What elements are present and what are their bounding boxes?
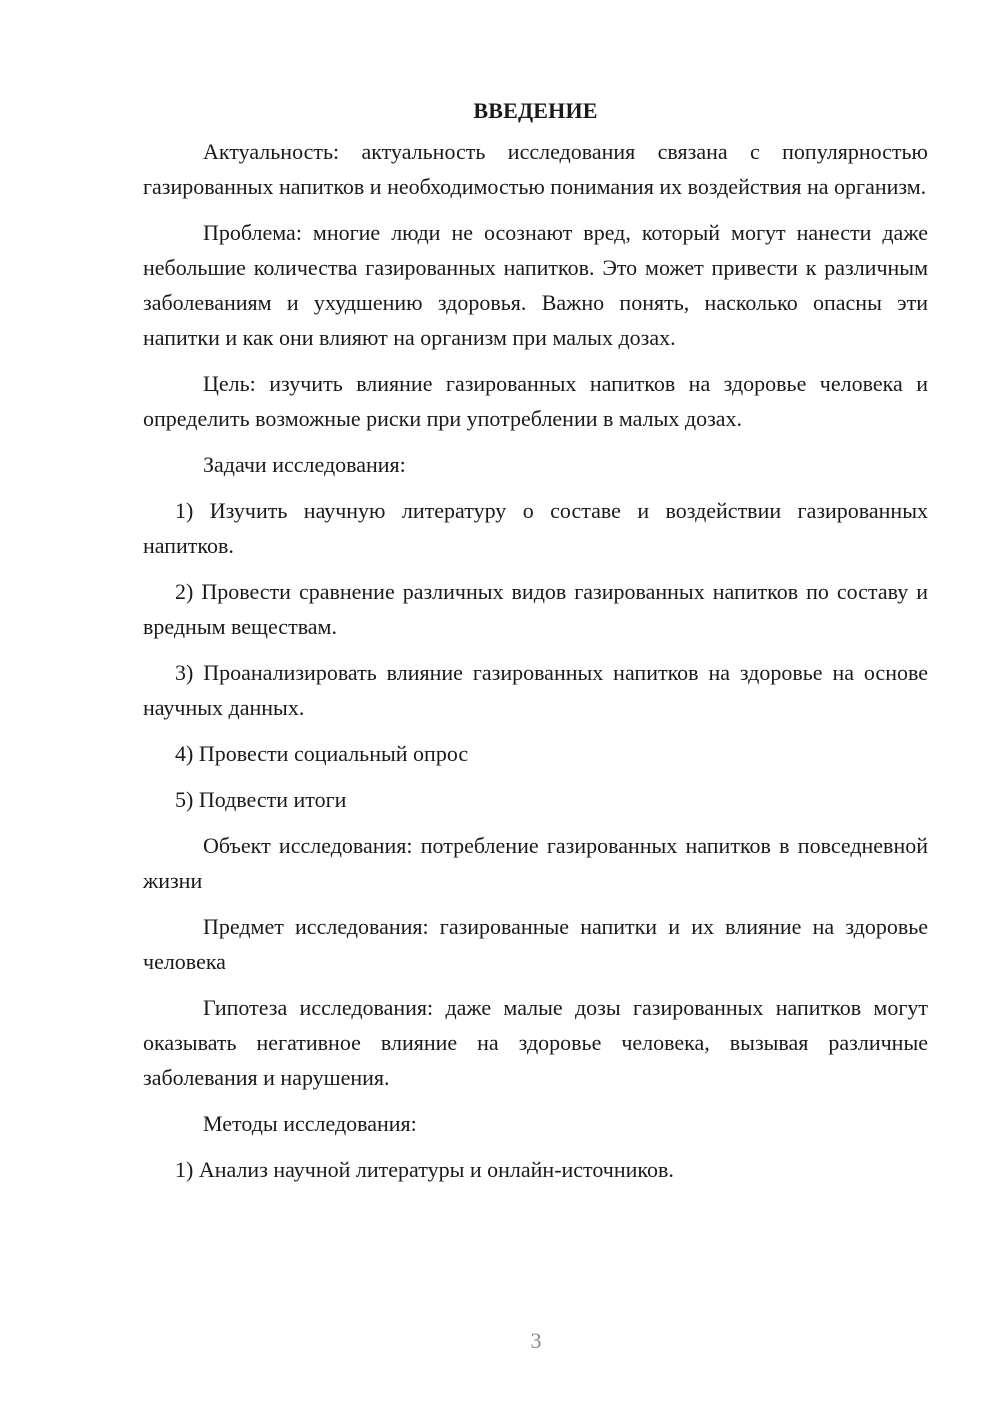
paragraph-object: Объект исследования: потребление газированных напитков в повседневной жизни [143, 833, 928, 893]
task-item-2: 2) Провести сравнение различных видов газированных напитков по составу и вредным веществам. [143, 579, 928, 639]
page-number: 3 [530, 1328, 542, 1353]
task-item-4: 4) Провести социальный опрос [175, 741, 469, 766]
paragraph-problem: Проблема: многие люди не осознают вред, который могут нанести даже небольшие количества газированных напитков. Это может привести к различным заболеваниям и ухудшению здоровья. Важно понять, насколько опасны эти напитки и как они влияют на организм при малых дозах. [143, 220, 928, 350]
task-item-5: 5) Подвести итоги [175, 787, 347, 812]
paragraph-subject: Предмет исследования: газированные напитки и их влияние на здоровье человека [143, 914, 928, 974]
method-item-1: 1) Анализ научной литературы и онлайн-источников. [175, 1157, 674, 1182]
tasks-heading: Задачи исследования: [203, 452, 406, 477]
paragraph-hypothesis: Гипотеза исследования: даже малые дозы газированных напитков могут оказывать негативное влияние на здоровье человека, вызывая различные заболевания и нарушения. [143, 995, 928, 1090]
document-page [143, 96, 928, 1198]
task-item-1: 1) Изучить научную литературу о составе и воздействии газированных напитков. [143, 498, 928, 558]
task-item-3: 3) Проанализировать влияние газированных напитков на здоровье на основе научных данных. [143, 660, 928, 720]
document-title: ВВЕДЕНИЕ [473, 98, 598, 123]
methods-heading: Методы исследования: [203, 1111, 417, 1136]
paragraph-relevance: Актуальность: актуальность исследования связана с популярностью газированных напитков и необходимостью понимания их воздействия на организм. [143, 139, 928, 199]
paragraph-goal: Цель: изучить влияние газированных напитков на здоровье человека и определить возможные риски при употреблении в малых дозах. [143, 371, 928, 431]
